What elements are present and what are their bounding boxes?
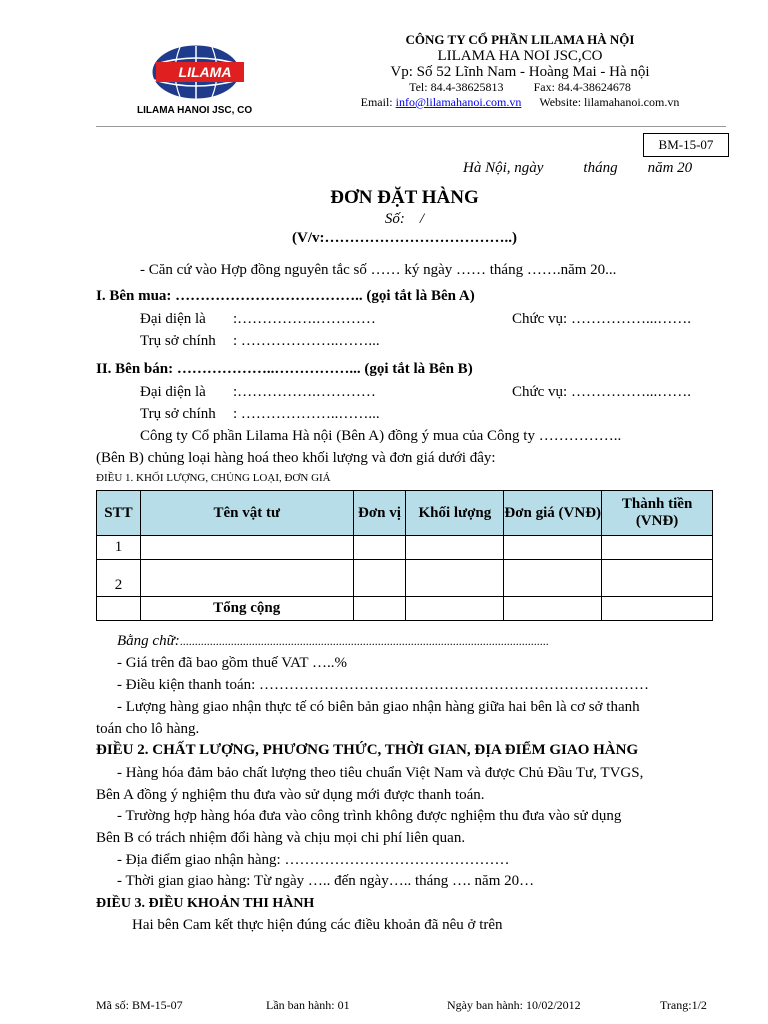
buyer-office-label: Trụ sở chính bbox=[140, 333, 216, 349]
table-total-row bbox=[97, 597, 713, 621]
row-unit-price bbox=[504, 560, 602, 597]
date-line bbox=[463, 160, 692, 177]
delivery-location: - Địa điểm giao nhận hàng: ……………………………………… bbox=[117, 852, 510, 868]
footer-code: Mã số: BM-15-07 bbox=[96, 998, 183, 1012]
company-address: Vp: Số 52 Lĩnh Nam - Hoàng Mai - Hà nội bbox=[390, 64, 650, 80]
total-label: Tổng cộng bbox=[140, 597, 353, 621]
company-header bbox=[310, 32, 730, 110]
delivery-time: - Thời gian giao hàng: Từ ngày ….. đến ngày….. tháng …. năm 20… bbox=[117, 873, 535, 889]
page-title: ĐƠN ĐẶT HÀNG bbox=[330, 187, 479, 208]
subject-line: (V/v:………………………………..) bbox=[292, 230, 517, 246]
date-month: tháng bbox=[583, 160, 618, 176]
row-unit bbox=[353, 536, 406, 560]
row-unit bbox=[353, 560, 406, 597]
company-phone-fax bbox=[310, 80, 730, 95]
logo-caption: LILAMA HANOI JSC, CO bbox=[137, 105, 253, 116]
article-2-heading: ĐIỀU 2. CHẤT LƯỢNG, PHƯƠNG THỨC, THỜI GIAN, ĐỊA ĐIỂM GIAO HÀNG bbox=[96, 742, 639, 758]
col-header-quantity: Khối lượng bbox=[406, 491, 504, 536]
table-row bbox=[97, 560, 713, 597]
col-header-amount: Thành tiền (VNĐ) bbox=[602, 491, 713, 536]
table-header-row bbox=[97, 491, 713, 536]
buyer-position: Chức vụ: ……………...……. bbox=[512, 311, 691, 327]
seller-representative bbox=[140, 384, 376, 401]
row-stt: 2 bbox=[97, 560, 141, 597]
row-item-name bbox=[140, 536, 353, 560]
row-amount bbox=[602, 560, 713, 597]
col-header-item-name: Tên vật tư bbox=[140, 491, 353, 536]
seller-office bbox=[140, 406, 380, 423]
buyer-representative bbox=[140, 311, 376, 328]
article-1-heading: ĐIỀU 1. KHỐI LƯỢNG, CHỦNG LOẠI, ĐƠN GIÁ bbox=[96, 472, 331, 484]
buyer-office bbox=[140, 333, 380, 350]
col-header-stt: STT bbox=[97, 491, 141, 536]
seller-rep-label: Đại diện là bbox=[140, 384, 206, 400]
row-unit-price bbox=[504, 536, 602, 560]
order-number: Số: / bbox=[384, 211, 425, 227]
logo-text: LILAMA bbox=[178, 64, 232, 80]
payment-terms: - Điều kiện thanh toán: …………………………………………………………………… bbox=[117, 677, 650, 693]
date-place: Hà Nội, ngày bbox=[463, 160, 544, 176]
company-name-vn: CÔNG TY CỔ PHẦN LILAMA HÀ NỘI bbox=[405, 32, 635, 47]
quality-line-2: Bên A đồng ý nghiệm thu đưa vào sử dụng mới được thanh toán. bbox=[96, 787, 485, 803]
seller-office-dots: : ………………..……... bbox=[233, 406, 380, 422]
amount-in-words bbox=[117, 633, 549, 650]
form-code-box: BM-15-07 bbox=[643, 133, 729, 157]
col-header-unit: Đơn vị bbox=[353, 491, 406, 536]
footer-issue-date: Ngày ban hành: 10/02/2012 bbox=[447, 998, 581, 1012]
quantity-line-2: toán cho lô hàng. bbox=[96, 721, 200, 737]
seller-office-label: Trụ sở chính bbox=[140, 406, 216, 422]
seller-rep-dots: :…………….………… bbox=[233, 384, 376, 400]
row-quantity bbox=[406, 536, 504, 560]
company-logo bbox=[150, 42, 246, 102]
company-contacts bbox=[310, 95, 730, 110]
date-year: năm 20 bbox=[647, 160, 693, 176]
buyer-heading: I. Bên mua: ……………………………….. (gọi tắt là Bên A) bbox=[96, 288, 475, 304]
quality-line-1: - Hàng hóa đảm bảo chất lượng theo tiêu chuẩn Việt Nam và được Chủ Đầu Tư, TVGS, bbox=[117, 765, 644, 781]
col-header-unit-price: Đơn giá (VNĐ) bbox=[504, 491, 602, 536]
buyer-rep-dots: :…………….………… bbox=[233, 311, 376, 327]
in-words-label: Bằng chữ: bbox=[117, 633, 180, 649]
buyer-office-dots: : ………………..……... bbox=[233, 333, 380, 349]
email-label: Email: bbox=[360, 95, 393, 109]
agreement-line-1: Công ty Cổ phần Lilama Hà nội (Bên A) đồng ý mua của Công ty …………….. bbox=[140, 428, 622, 444]
quantity-line-1: - Lượng hàng giao nhận thực tế có biên bản giao nhận hàng giữa hai bên là cơ sở thanh bbox=[117, 699, 640, 715]
in-words-dots: ........................................................................................................................... bbox=[179, 634, 549, 648]
reject-line-2: Bên B có trách nhiệm đổi hàng và chịu mọi chi phí liên quan. bbox=[96, 830, 466, 846]
footer-edition: Lần ban hành: 01 bbox=[266, 998, 350, 1012]
vat-line: - Giá trên đã bao gồm thuế VAT …..% bbox=[117, 655, 347, 671]
row-stt: 1 bbox=[97, 536, 141, 560]
contract-basis: - Căn cứ vào Hợp đồng nguyên tắc số …… ký ngày …… tháng …….năm 20... bbox=[140, 262, 617, 278]
row-item-name bbox=[140, 560, 353, 597]
email-link[interactable]: info@lilamahanoi.com.vn bbox=[395, 95, 522, 109]
reject-line-1: - Trường hợp hàng hóa đưa vào công trình không được nghiệm thu đưa vào sử dụng bbox=[117, 808, 622, 824]
seller-position: Chức vụ: ……………...……. bbox=[512, 384, 691, 400]
buyer-rep-label: Đại diện là bbox=[140, 311, 206, 327]
article-3-heading: ĐIỀU 3. ĐIỀU KHOẢN THI HÀNH bbox=[96, 896, 315, 911]
row-amount bbox=[602, 536, 713, 560]
table-row bbox=[97, 536, 713, 560]
company-name-en: LILAMA HA NOI JSC,CO bbox=[437, 48, 603, 64]
agreement-line-2: (Bên B) chủng loại hàng hoá theo khối lượng và đơn giá dưới đây: bbox=[96, 450, 496, 466]
commitment-line: Hai bên Cam kết thực hiện đúng các điều khoản đã nêu ở trên bbox=[132, 917, 503, 933]
seller-heading: II. Bên bán: ………………..……………... (gọi tắt là Bên B) bbox=[96, 361, 473, 377]
row-quantity bbox=[406, 560, 504, 597]
company-website: Website: lilamahanoi.com.vn bbox=[539, 95, 680, 109]
footer-page: Trang:1/2 bbox=[660, 998, 707, 1012]
header-divider bbox=[96, 126, 726, 127]
items-table bbox=[96, 490, 713, 621]
company-fax: Fax: 84.4-38624678 bbox=[533, 80, 631, 94]
company-tel: Tel: 84.4-38625813 bbox=[409, 80, 504, 94]
